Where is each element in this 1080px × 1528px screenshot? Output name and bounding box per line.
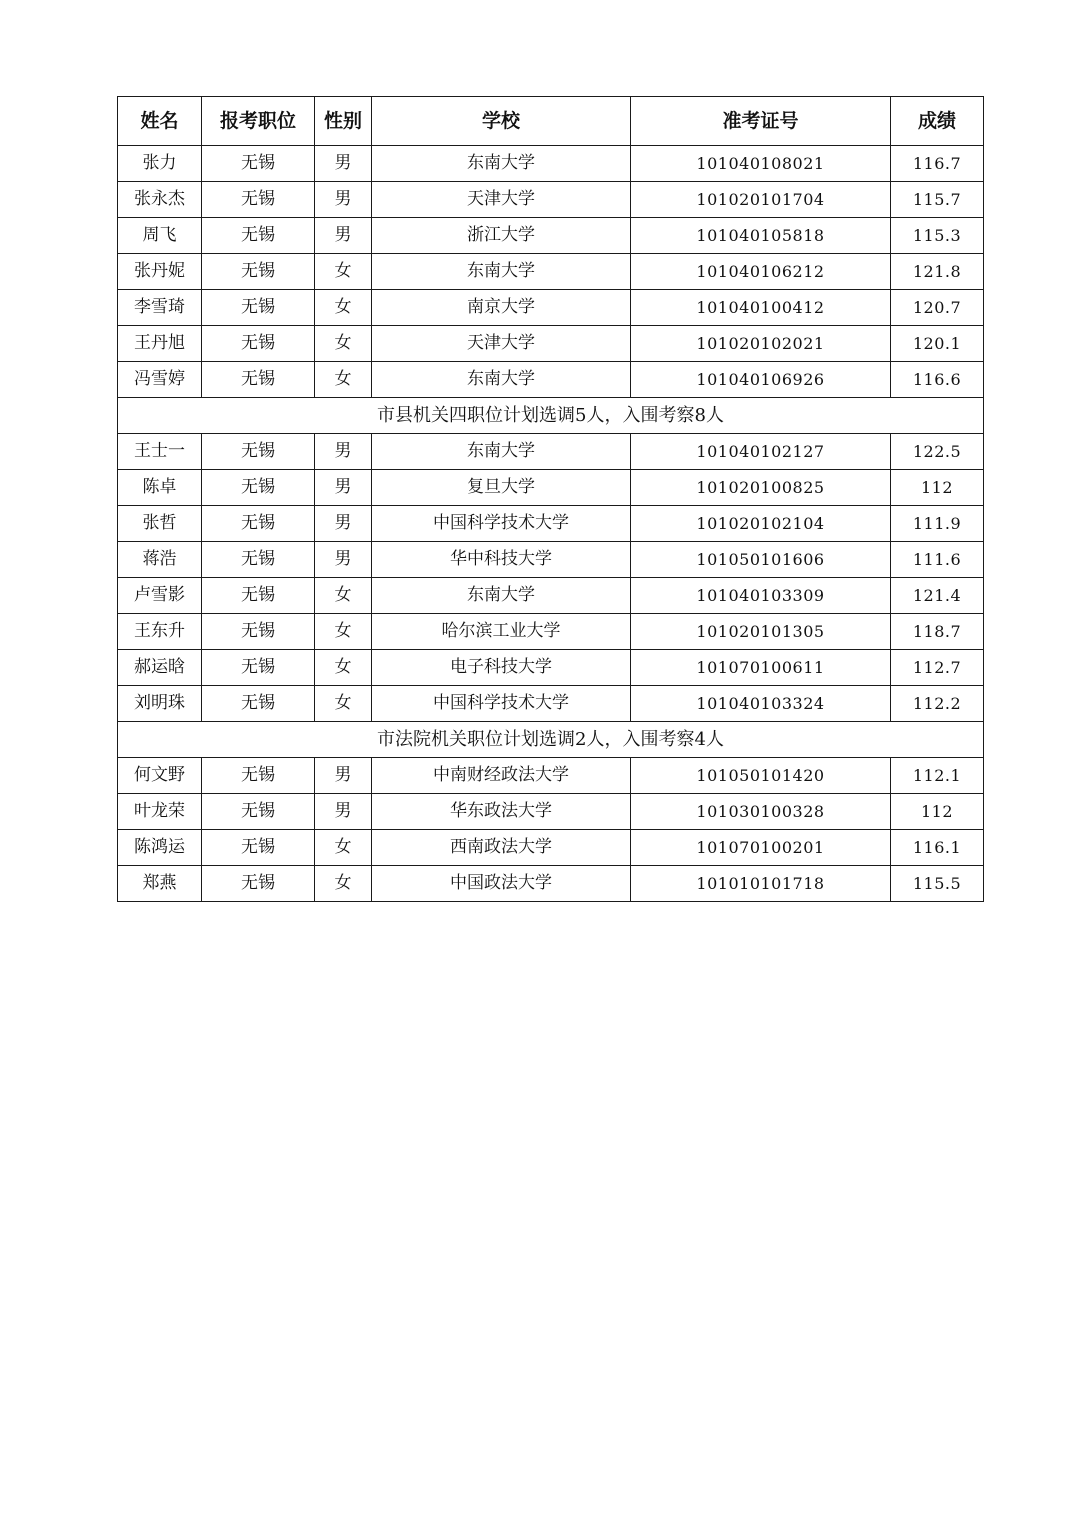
table-row <box>118 614 984 650</box>
cell-exam-id: 101040100412 <box>631 290 891 326</box>
cell-gender: 男 <box>315 758 372 794</box>
table-row <box>118 794 984 830</box>
cell-name: 王士一 <box>118 434 202 470</box>
cell-exam-id: 101070100611 <box>631 650 891 686</box>
table-row <box>118 866 984 902</box>
cell-name: 王丹旭 <box>118 326 202 362</box>
cell-position: 无锡 <box>202 686 315 722</box>
cell-score: 115.5 <box>891 866 984 902</box>
cell-score: 116.6 <box>891 362 984 398</box>
cell-score: 115.7 <box>891 182 984 218</box>
cell-name: 郑燕 <box>118 866 202 902</box>
cell-name: 张丹妮 <box>118 254 202 290</box>
header-row <box>118 97 984 146</box>
cell-name: 陈鸿运 <box>118 830 202 866</box>
cell-name: 何文野 <box>118 758 202 794</box>
cell-name: 刘明珠 <box>118 686 202 722</box>
cell-gender: 男 <box>315 146 372 182</box>
cell-score: 116.1 <box>891 830 984 866</box>
cell-exam-id: 101050101420 <box>631 758 891 794</box>
cell-gender: 女 <box>315 362 372 398</box>
cell-school: 电子科技大学 <box>372 650 631 686</box>
cell-position: 无锡 <box>202 650 315 686</box>
cell-position: 无锡 <box>202 506 315 542</box>
cell-position: 无锡 <box>202 326 315 362</box>
header-exam-id: 准考证号 <box>631 97 891 146</box>
cell-exam-id: 101040105818 <box>631 218 891 254</box>
table-row <box>118 506 984 542</box>
table-row <box>118 434 984 470</box>
cell-position: 无锡 <box>202 794 315 830</box>
cell-gender: 女 <box>315 326 372 362</box>
table-row <box>118 182 984 218</box>
cell-exam-id: 101040103309 <box>631 578 891 614</box>
cell-score: 112.2 <box>891 686 984 722</box>
cell-school: 复旦大学 <box>372 470 631 506</box>
table-row <box>118 326 984 362</box>
header-school: 学校 <box>372 97 631 146</box>
cell-school: 东南大学 <box>372 578 631 614</box>
cell-school: 东南大学 <box>372 254 631 290</box>
cell-gender: 女 <box>315 650 372 686</box>
cell-gender: 男 <box>315 542 372 578</box>
cell-gender: 女 <box>315 578 372 614</box>
cell-school: 中国科学技术大学 <box>372 686 631 722</box>
cell-school: 中国科学技术大学 <box>372 506 631 542</box>
cell-name: 张哲 <box>118 506 202 542</box>
cell-score: 111.6 <box>891 542 984 578</box>
table-body <box>118 146 984 902</box>
cell-name: 张永杰 <box>118 182 202 218</box>
cell-position: 无锡 <box>202 290 315 326</box>
cell-name: 张力 <box>118 146 202 182</box>
cell-score: 122.5 <box>891 434 984 470</box>
cell-exam-id: 101020102104 <box>631 506 891 542</box>
cell-school: 东南大学 <box>372 434 631 470</box>
cell-gender: 男 <box>315 506 372 542</box>
cell-exam-id: 101050101606 <box>631 542 891 578</box>
cell-name: 陈卓 <box>118 470 202 506</box>
cell-exam-id: 101020101704 <box>631 182 891 218</box>
cell-name: 叶龙荣 <box>118 794 202 830</box>
cell-school: 华中科技大学 <box>372 542 631 578</box>
header-gender: 性别 <box>315 97 372 146</box>
cell-score: 121.4 <box>891 578 984 614</box>
score-table <box>117 96 984 902</box>
cell-position: 无锡 <box>202 434 315 470</box>
cell-exam-id: 101040102127 <box>631 434 891 470</box>
section-row <box>118 398 984 434</box>
cell-score: 112 <box>891 794 984 830</box>
table-row <box>118 758 984 794</box>
cell-score: 118.7 <box>891 614 984 650</box>
cell-school: 南京大学 <box>372 290 631 326</box>
section-title: 市法院机关职位计划选调2人，入围考察4人 <box>118 722 984 758</box>
cell-exam-id: 101070100201 <box>631 830 891 866</box>
cell-gender: 女 <box>315 290 372 326</box>
cell-school: 东南大学 <box>372 362 631 398</box>
cell-school: 中国政法大学 <box>372 866 631 902</box>
cell-exam-id: 101040108021 <box>631 146 891 182</box>
table-row <box>118 362 984 398</box>
cell-score: 121.8 <box>891 254 984 290</box>
cell-exam-id: 101030100328 <box>631 794 891 830</box>
table-row <box>118 290 984 326</box>
cell-score: 116.7 <box>891 146 984 182</box>
cell-position: 无锡 <box>202 830 315 866</box>
cell-score: 112.1 <box>891 758 984 794</box>
cell-exam-id: 101010101718 <box>631 866 891 902</box>
cell-school: 中南财经政法大学 <box>372 758 631 794</box>
cell-gender: 女 <box>315 254 372 290</box>
cell-position: 无锡 <box>202 866 315 902</box>
cell-gender: 女 <box>315 614 372 650</box>
header-position: 报考职位 <box>202 97 315 146</box>
cell-exam-id: 101040103324 <box>631 686 891 722</box>
section-title: 市县机关四职位计划选调5人，入围考察8人 <box>118 398 984 434</box>
cell-gender: 男 <box>315 182 372 218</box>
cell-position: 无锡 <box>202 146 315 182</box>
cell-position: 无锡 <box>202 362 315 398</box>
cell-gender: 女 <box>315 686 372 722</box>
table-row <box>118 686 984 722</box>
cell-exam-id: 101020101305 <box>631 614 891 650</box>
cell-position: 无锡 <box>202 578 315 614</box>
cell-exam-id: 101040106212 <box>631 254 891 290</box>
cell-position: 无锡 <box>202 758 315 794</box>
header-name: 姓名 <box>118 97 202 146</box>
cell-name: 卢雪影 <box>118 578 202 614</box>
cell-position: 无锡 <box>202 470 315 506</box>
cell-position: 无锡 <box>202 182 315 218</box>
table-row <box>118 146 984 182</box>
cell-name: 王东升 <box>118 614 202 650</box>
cell-score: 120.1 <box>891 326 984 362</box>
cell-gender: 女 <box>315 830 372 866</box>
cell-school: 天津大学 <box>372 182 631 218</box>
cell-exam-id: 101020100825 <box>631 470 891 506</box>
cell-school: 哈尔滨工业大学 <box>372 614 631 650</box>
header-score: 成绩 <box>891 97 984 146</box>
cell-school: 西南政法大学 <box>372 830 631 866</box>
cell-position: 无锡 <box>202 254 315 290</box>
cell-school: 天津大学 <box>372 326 631 362</box>
cell-position: 无锡 <box>202 614 315 650</box>
cell-gender: 女 <box>315 866 372 902</box>
table-row <box>118 578 984 614</box>
cell-score: 112.7 <box>891 650 984 686</box>
table-row <box>118 254 984 290</box>
cell-school: 华东政法大学 <box>372 794 631 830</box>
cell-name: 郝运晗 <box>118 650 202 686</box>
cell-school: 东南大学 <box>372 146 631 182</box>
cell-score: 120.7 <box>891 290 984 326</box>
table-row <box>118 650 984 686</box>
cell-score: 111.9 <box>891 506 984 542</box>
cell-gender: 男 <box>315 794 372 830</box>
cell-gender: 男 <box>315 470 372 506</box>
table-row <box>118 218 984 254</box>
cell-name: 周飞 <box>118 218 202 254</box>
cell-gender: 男 <box>315 434 372 470</box>
table-row <box>118 542 984 578</box>
cell-exam-id: 101040106926 <box>631 362 891 398</box>
cell-exam-id: 101020102021 <box>631 326 891 362</box>
cell-score: 112 <box>891 470 984 506</box>
cell-name: 李雪琦 <box>118 290 202 326</box>
table-row <box>118 470 984 506</box>
cell-school: 浙江大学 <box>372 218 631 254</box>
section-row <box>118 722 984 758</box>
cell-name: 冯雪婷 <box>118 362 202 398</box>
cell-name: 蒋浩 <box>118 542 202 578</box>
cell-position: 无锡 <box>202 542 315 578</box>
cell-gender: 男 <box>315 218 372 254</box>
cell-position: 无锡 <box>202 218 315 254</box>
table-row <box>118 830 984 866</box>
cell-score: 115.3 <box>891 218 984 254</box>
